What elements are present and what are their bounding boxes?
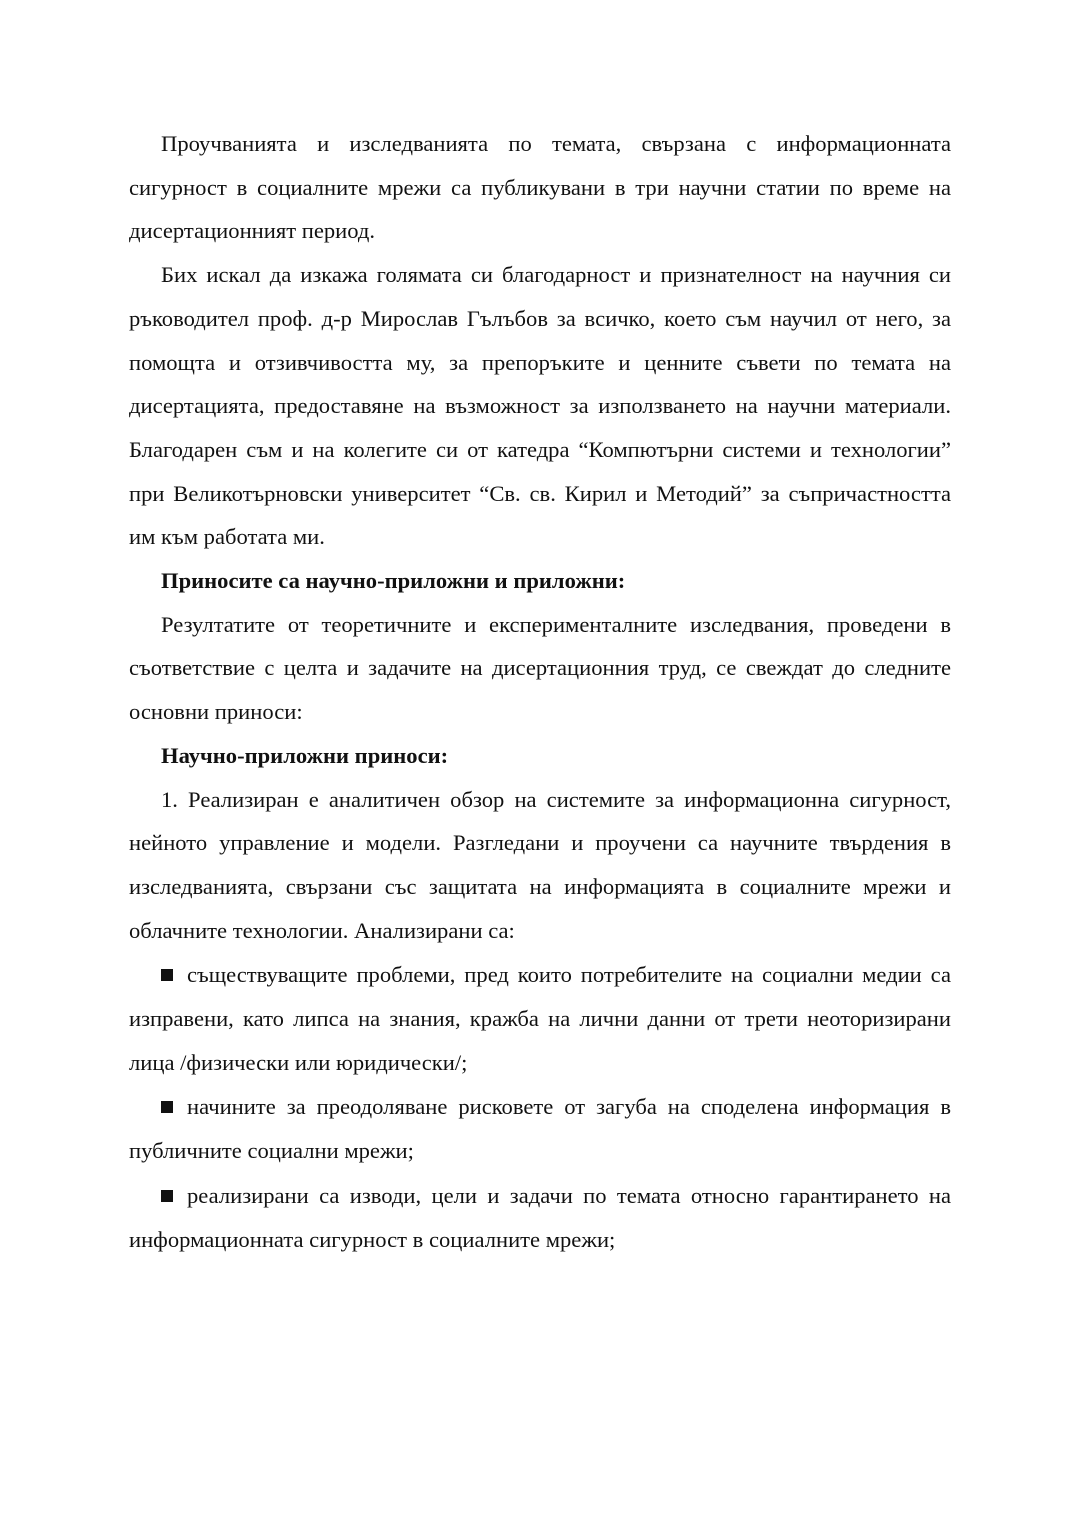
paragraph-acknowledgements: Бих искал да изкажа голямата си благодарност и признателност на научния си ръководител проф. д-р Мирослав Гълъбов за всичко, което съм научил от него, за помощта и отзивчивостта му, за препоръките и ценните съвети по темата на дисертацията, предоставяне на възможност за използването на научни материали. Благодарен съм и на колегите си от катедра “Компютърни системи и технологии” при Великотърновски университет “Св. св. Кирил и Методий” за съпричастността им към работата ми. [129,262,951,550]
paragraph-contribution-1: 1. Реализиран е аналитичен обзор на системите за информационна сигурност, нейното управление и модели. Разгледани и проучени са научните твърдения в изследванията, свързани със защитата на информацията в социалните мрежи и облачните технологии. Анализирани са: [129,786,951,943]
heading-scientific-applied-contributions: Научно-приложни приноси: [161,742,449,768]
square-bullet-icon [161,1101,173,1113]
list-item [129,1174,951,1261]
square-bullet-icon [161,1190,173,1202]
list-item [129,1085,951,1172]
bullet-text: реализирани са изводи, цели и задачи по темата относно гарантирането на информационната сигурност в социалните мрежи; [129,1182,951,1252]
document-page [129,122,951,1261]
heading-contributions-type: Приносите са научно-приложни и приложни: [161,568,626,594]
bullet-text: съществуващите проблеми, пред които потребителите на социални медии са изправени, като липса на знания, кражба на лични данни от трети неоторизирани лица /физически или юридически/; [129,962,951,1075]
paragraph-results-summary: Резултатите от теоретичните и експерименталните изследвания, проведени в съответствие с целта и задачите на дисертационния труд, се свеждат до следните основни приноси: [129,611,951,725]
list-item [129,953,951,1084]
bullet-text: начините за преодоляване рисковете от загуба на споделена информация в публичните социални мрежи; [129,1094,951,1164]
square-bullet-icon [161,969,173,981]
paragraph-publications: Проучванията и изследванията по темата, свързана с информационната сигурност в социалните мрежи са публикувани в три научни статии по време на дисертационният период. [129,131,951,244]
